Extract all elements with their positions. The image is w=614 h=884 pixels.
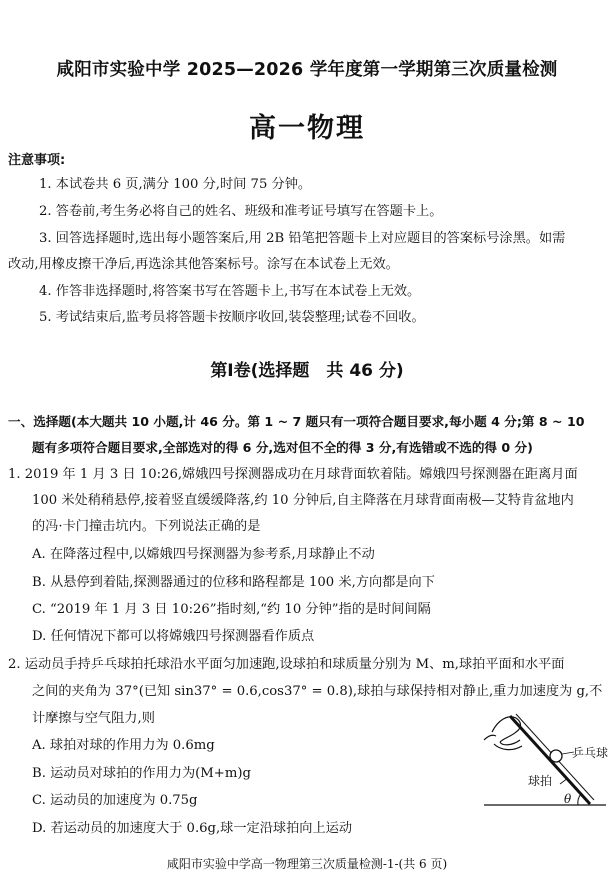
- question-2-option-c: C. 运动员的加速度为 0.75g: [32, 793, 198, 808]
- part1-heading-line2: 题有多项符合题目要求,全部选对的得 6 分,选对但不全的得 3 分,有选错或不选的得 0 分): [32, 440, 533, 455]
- notice-item: 1. 本试卷共 6 页,满分 100 分,时间 75 分钟。: [39, 177, 312, 192]
- paddle-figure: [482, 706, 610, 816]
- paddle-label: 球拍: [528, 774, 553, 788]
- notice-item: 3. 回答选择题时,选出每小题答案后,用 2B 铅笔把答题卡上对应题目的答案标号涂黑。如需: [39, 231, 566, 246]
- question-1-option-d: D. 任何情况下都可以将嫦娥四号探测器看作质点: [32, 629, 315, 644]
- question-1-option-c: C. “2019 年 1 月 3 日 10:26”指时刻,“约 10 分钟”指的是时间间隔: [32, 602, 431, 617]
- question-1-option-a: A. 在降落过程中,以嫦娥四号探测器为参考系,月球静止不动: [32, 547, 375, 562]
- question-1-stem: 1. 2019 年 1 月 3 日 10:26,嫦娥四号探测器成功在月球背面软着陆。嫦娥四号探测器在距离月面: [8, 467, 578, 482]
- part1-heading: [8, 413, 585, 431]
- question-1-stem: 的冯·卡门撞击坑内。下列说法正确的是: [32, 519, 261, 534]
- question-2-stem: 之间的夹角为 37°(已知 sin37° = 0.6,cos37° = 0.8),球拍与球保持相对静止,重力加速度为 g,不: [32, 684, 603, 699]
- ball-label: 乒乓球: [572, 746, 609, 760]
- section-title: 第Ⅰ卷(选择题 共 46 分): [210, 361, 404, 381]
- question-2-option-b: B. 运动员对球拍的作用力为(M+m)g: [32, 766, 251, 781]
- question-1-option-b: B. 从悬停到着陆,探测器通过的位移和路程都是 100 米,方向都是向下: [32, 575, 435, 590]
- question-1-stem: 100 米处稍稍悬停,接着竖直缓缓降落,约 10 分钟后,自主降落在月球背面南极—艾特肯盆地内: [32, 493, 574, 508]
- question-2-option-d: D. 若运动员的加速度大于 0.6g,球一定沿球拍向上运动: [32, 821, 353, 836]
- page-footer: 咸阳市实验中学高一物理第三次质量检测-1-(共 6 页): [166, 857, 448, 871]
- question-2-option-a: A. 球拍对球的作用力为 0.6mg: [32, 738, 215, 753]
- part1-heading-text: (本大题共 10 小题,计 46 分。第 1 ~ 7 题只有一项符合题目要求,每小题 4 分;第 8 ~ 10: [70, 414, 585, 429]
- notice-item-continuation: 改动,用橡皮擦干净后,再选涂其他答案标号。涂写在本试卷上无效。: [8, 257, 399, 272]
- notice-item: 4. 作答非选择题时,将答案书写在答题卡上,书写在本试卷上无效。: [39, 284, 421, 299]
- angle-label: θ: [564, 792, 572, 806]
- notice-heading: 注意事项:: [8, 153, 66, 168]
- notice-item: 5. 考试结束后,监考员将答题卡按顺序收回,装袋整理;试卷不回收。: [39, 310, 425, 325]
- notice-item: 2. 答卷前,考生务必将自己的姓名、班级和准考证号填写在答题卡上。: [39, 204, 443, 219]
- question-2-stem: 计摩擦与空气阻力,则: [32, 711, 155, 726]
- question-2-stem: 2. 运动员手持乒乓球拍托球沿水平面匀加速跑,设球拍和球质量分别为 M、m,球拍平面和水平面: [8, 657, 565, 672]
- exam-title: 咸阳市实验中学 2025—2026 学年度第一学期第三次质量检测: [56, 60, 558, 80]
- subject-title: 高一物理: [249, 113, 365, 144]
- part1-heading-prefix: 一、选择题: [8, 414, 71, 429]
